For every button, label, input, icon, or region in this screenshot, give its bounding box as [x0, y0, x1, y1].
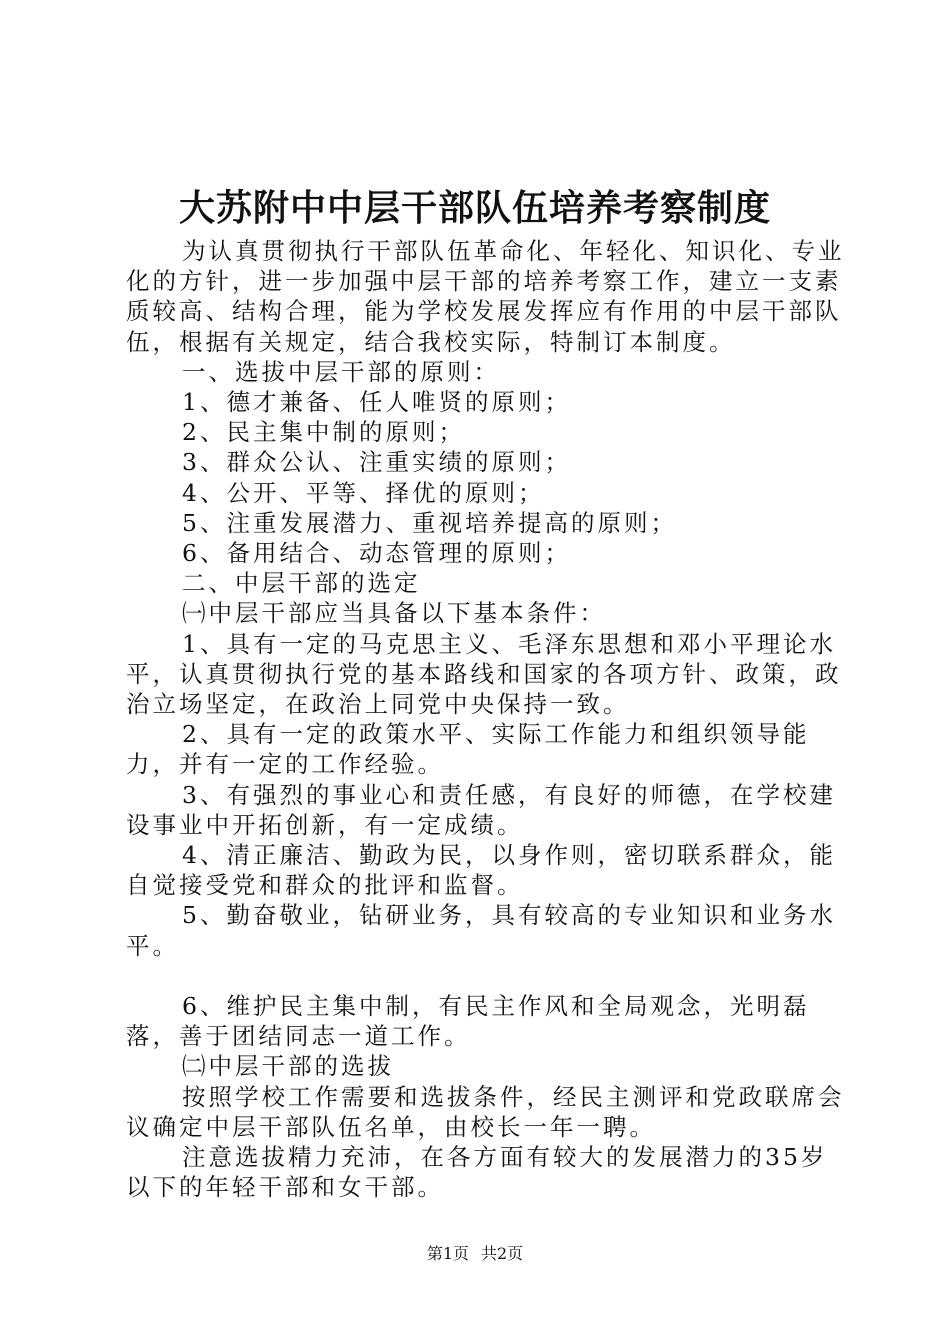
- principle-item: 1、德才兼备、任人唯贤的原则；: [182, 388, 571, 417]
- blank-line: [126, 961, 850, 991]
- page-number: 第1页: [426, 1244, 469, 1263]
- section-heading-selection: 二、中层干部的选定: [182, 569, 421, 598]
- condition-item: 1、具有一定的马克思主义、毛泽东思想和邓小平理论水平，认真贯彻执行党的基本路线和国家的各项方针、政策，政治立场坚定，在政治上同党中央保持一致。: [126, 629, 842, 719]
- intro-paragraph: 为认真贯彻执行干部队伍革命化、年轻化、知识化、专业化的方针，进一步加强中层干部的培养考察工作，建立一支素质较高、结构合理，能为学校发展发挥应有作用的中层干部队伍，根据有关规定，结合我校实际，特制订本制度。: [126, 237, 845, 356]
- condition-item: 6、维护民主集中制，有民主作风和全局观念，光明磊落，善于团结同志一道工作。: [126, 992, 810, 1051]
- subsection-heading-conditions: ㈠中层干部应当具备以下基本条件：: [182, 599, 606, 628]
- selection-paragraph: 注意选拔精力充沛，在各方面有较大的发展潜力的35岁以下的年轻干部和女干部。: [126, 1143, 828, 1202]
- document-body: [126, 236, 850, 1202]
- page-total: 共2页: [481, 1244, 524, 1263]
- principle-item: 6、备用结合、动态管理的原则；: [182, 539, 571, 568]
- principle-item: 2、民主集中制的原则；: [182, 418, 465, 447]
- principle-item: 5、注重发展潜力、重视培养提高的原则；: [182, 508, 677, 537]
- principle-item: 3、群众公认、注重实绩的原则；: [182, 448, 571, 477]
- condition-item: 2、具有一定的政策水平、实际工作能力和组织领导能力，并有一定的工作经验。: [126, 720, 810, 779]
- principle-item: 4、公开、平等、择优的原则；: [182, 478, 545, 507]
- condition-item: 3、有强烈的事业心和责任感，有良好的师德，在学校建设事业中开拓创新，有一定成绩。: [126, 780, 836, 839]
- condition-item: 4、清正廉洁、勤政为民，以身作则，密切联系群众，能自觉接受党和群众的批评和监督。: [126, 841, 836, 900]
- selection-paragraph: 按照学校工作需要和选拔条件，经民主测评和党政联席会议确定中层干部队伍名单，由校长一年一聘。: [126, 1082, 845, 1141]
- section-heading-principles: 一、选拔中层干部的原则：: [182, 357, 500, 386]
- condition-item: 5、勤奋敬业，钻研业务，具有较高的专业知识和业务水平。: [126, 901, 836, 960]
- document-title: 大苏附中中层干部队伍培养考察制度: [178, 187, 771, 229]
- page-footer: [0, 1243, 950, 1265]
- subsection-heading-selection: ㈡中层干部的选拔: [182, 1052, 394, 1081]
